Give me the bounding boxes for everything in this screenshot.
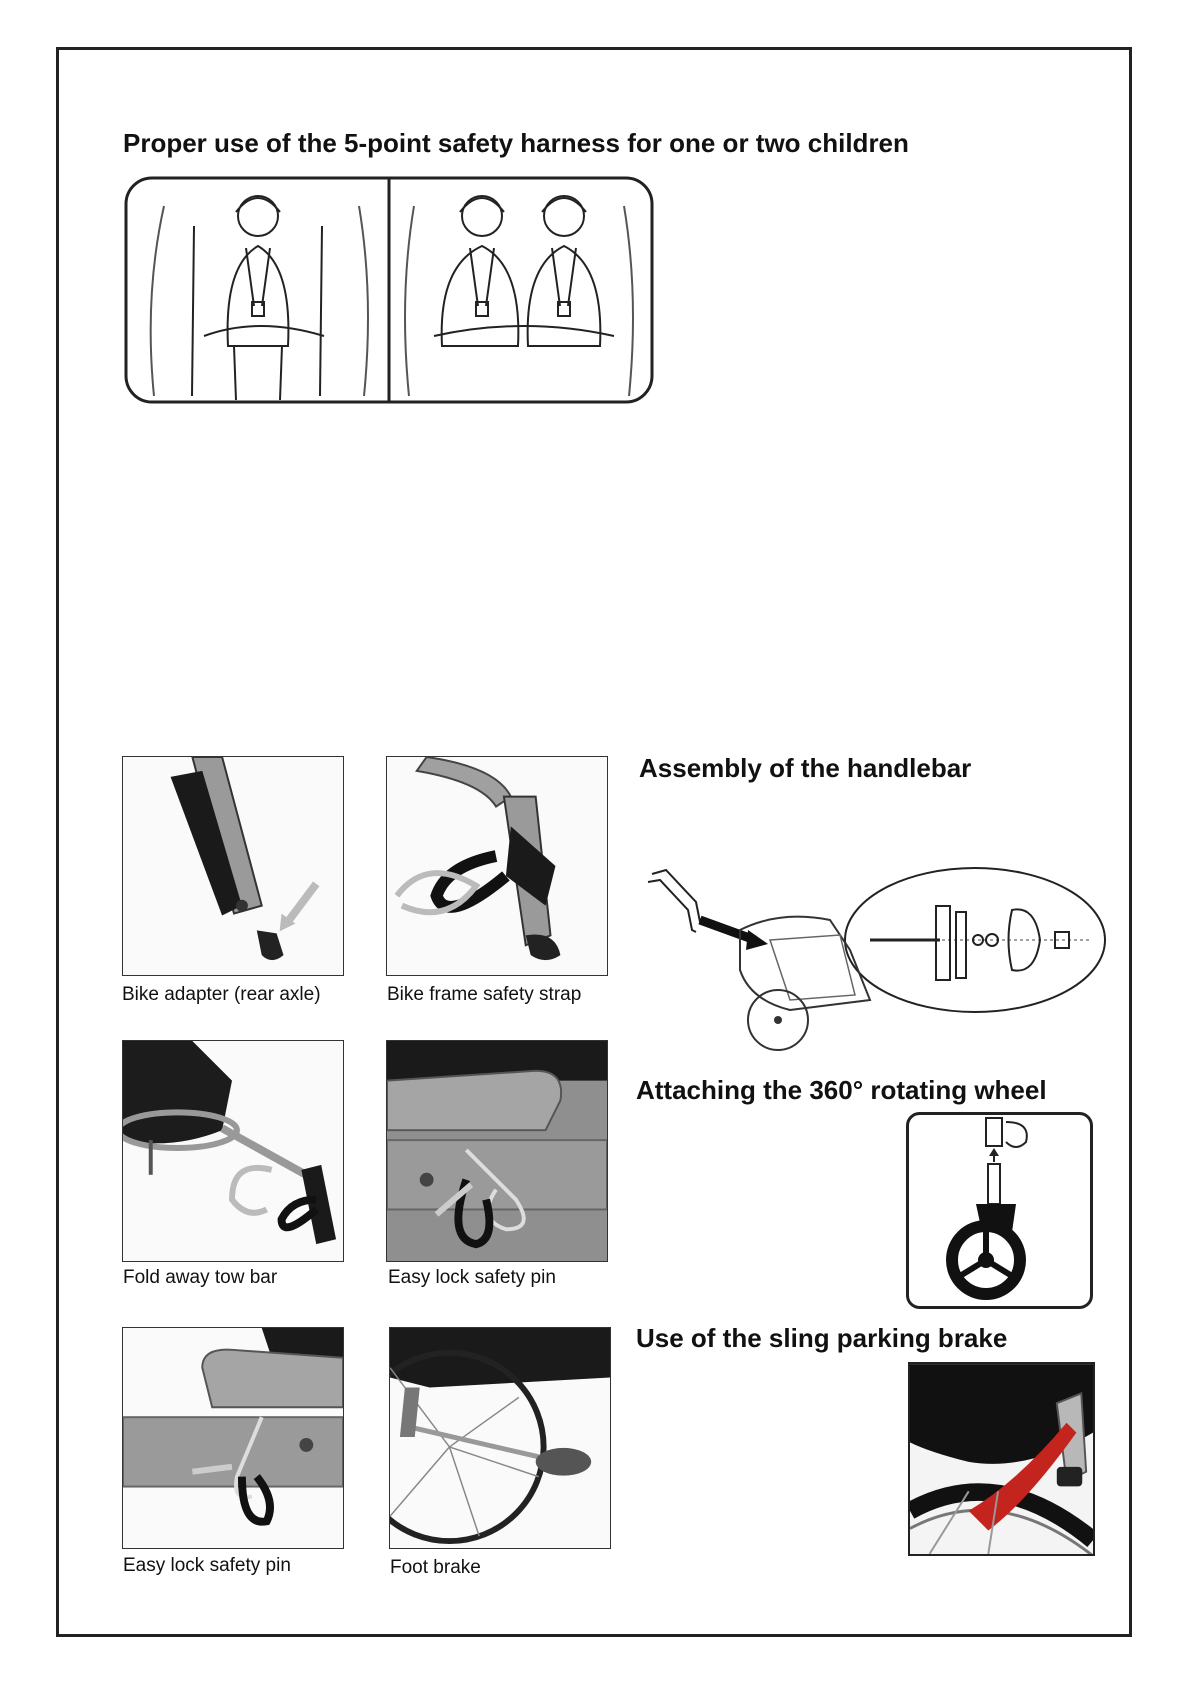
tow-bar-caption: Fold away tow bar	[123, 1267, 278, 1288]
safety-strap-photo	[386, 756, 608, 976]
bike-adapter-photo	[122, 756, 344, 976]
brake-heading: Use of the sling parking brake	[636, 1323, 1008, 1353]
foot-brake-photo	[389, 1327, 611, 1549]
lock-pin-caption-2: Easy lock safety pin	[123, 1555, 291, 1576]
wheel-heading: Attaching the 360° rotating wheel	[636, 1075, 1047, 1105]
handlebar-diagram	[640, 860, 1110, 1060]
lock-pin-photo-2	[122, 1327, 344, 1549]
lock-pin-caption-1: Easy lock safety pin	[388, 1267, 556, 1288]
rotating-wheel-illustration	[906, 1112, 1093, 1309]
harness-illustration	[124, 176, 654, 404]
tow-bar-photo	[122, 1040, 344, 1262]
lock-pin-photo-1	[386, 1040, 608, 1262]
safety-strap-caption: Bike frame safety strap	[387, 984, 582, 1005]
handlebar-heading: Assembly of the handlebar	[639, 753, 972, 783]
sling-brake-photo	[908, 1362, 1095, 1556]
harness-heading: Proper use of the 5-point safety harness for one or two children	[123, 128, 909, 158]
bike-adapter-caption: Bike adapter (rear axle)	[122, 984, 321, 1005]
foot-brake-caption: Foot brake	[390, 1557, 481, 1578]
